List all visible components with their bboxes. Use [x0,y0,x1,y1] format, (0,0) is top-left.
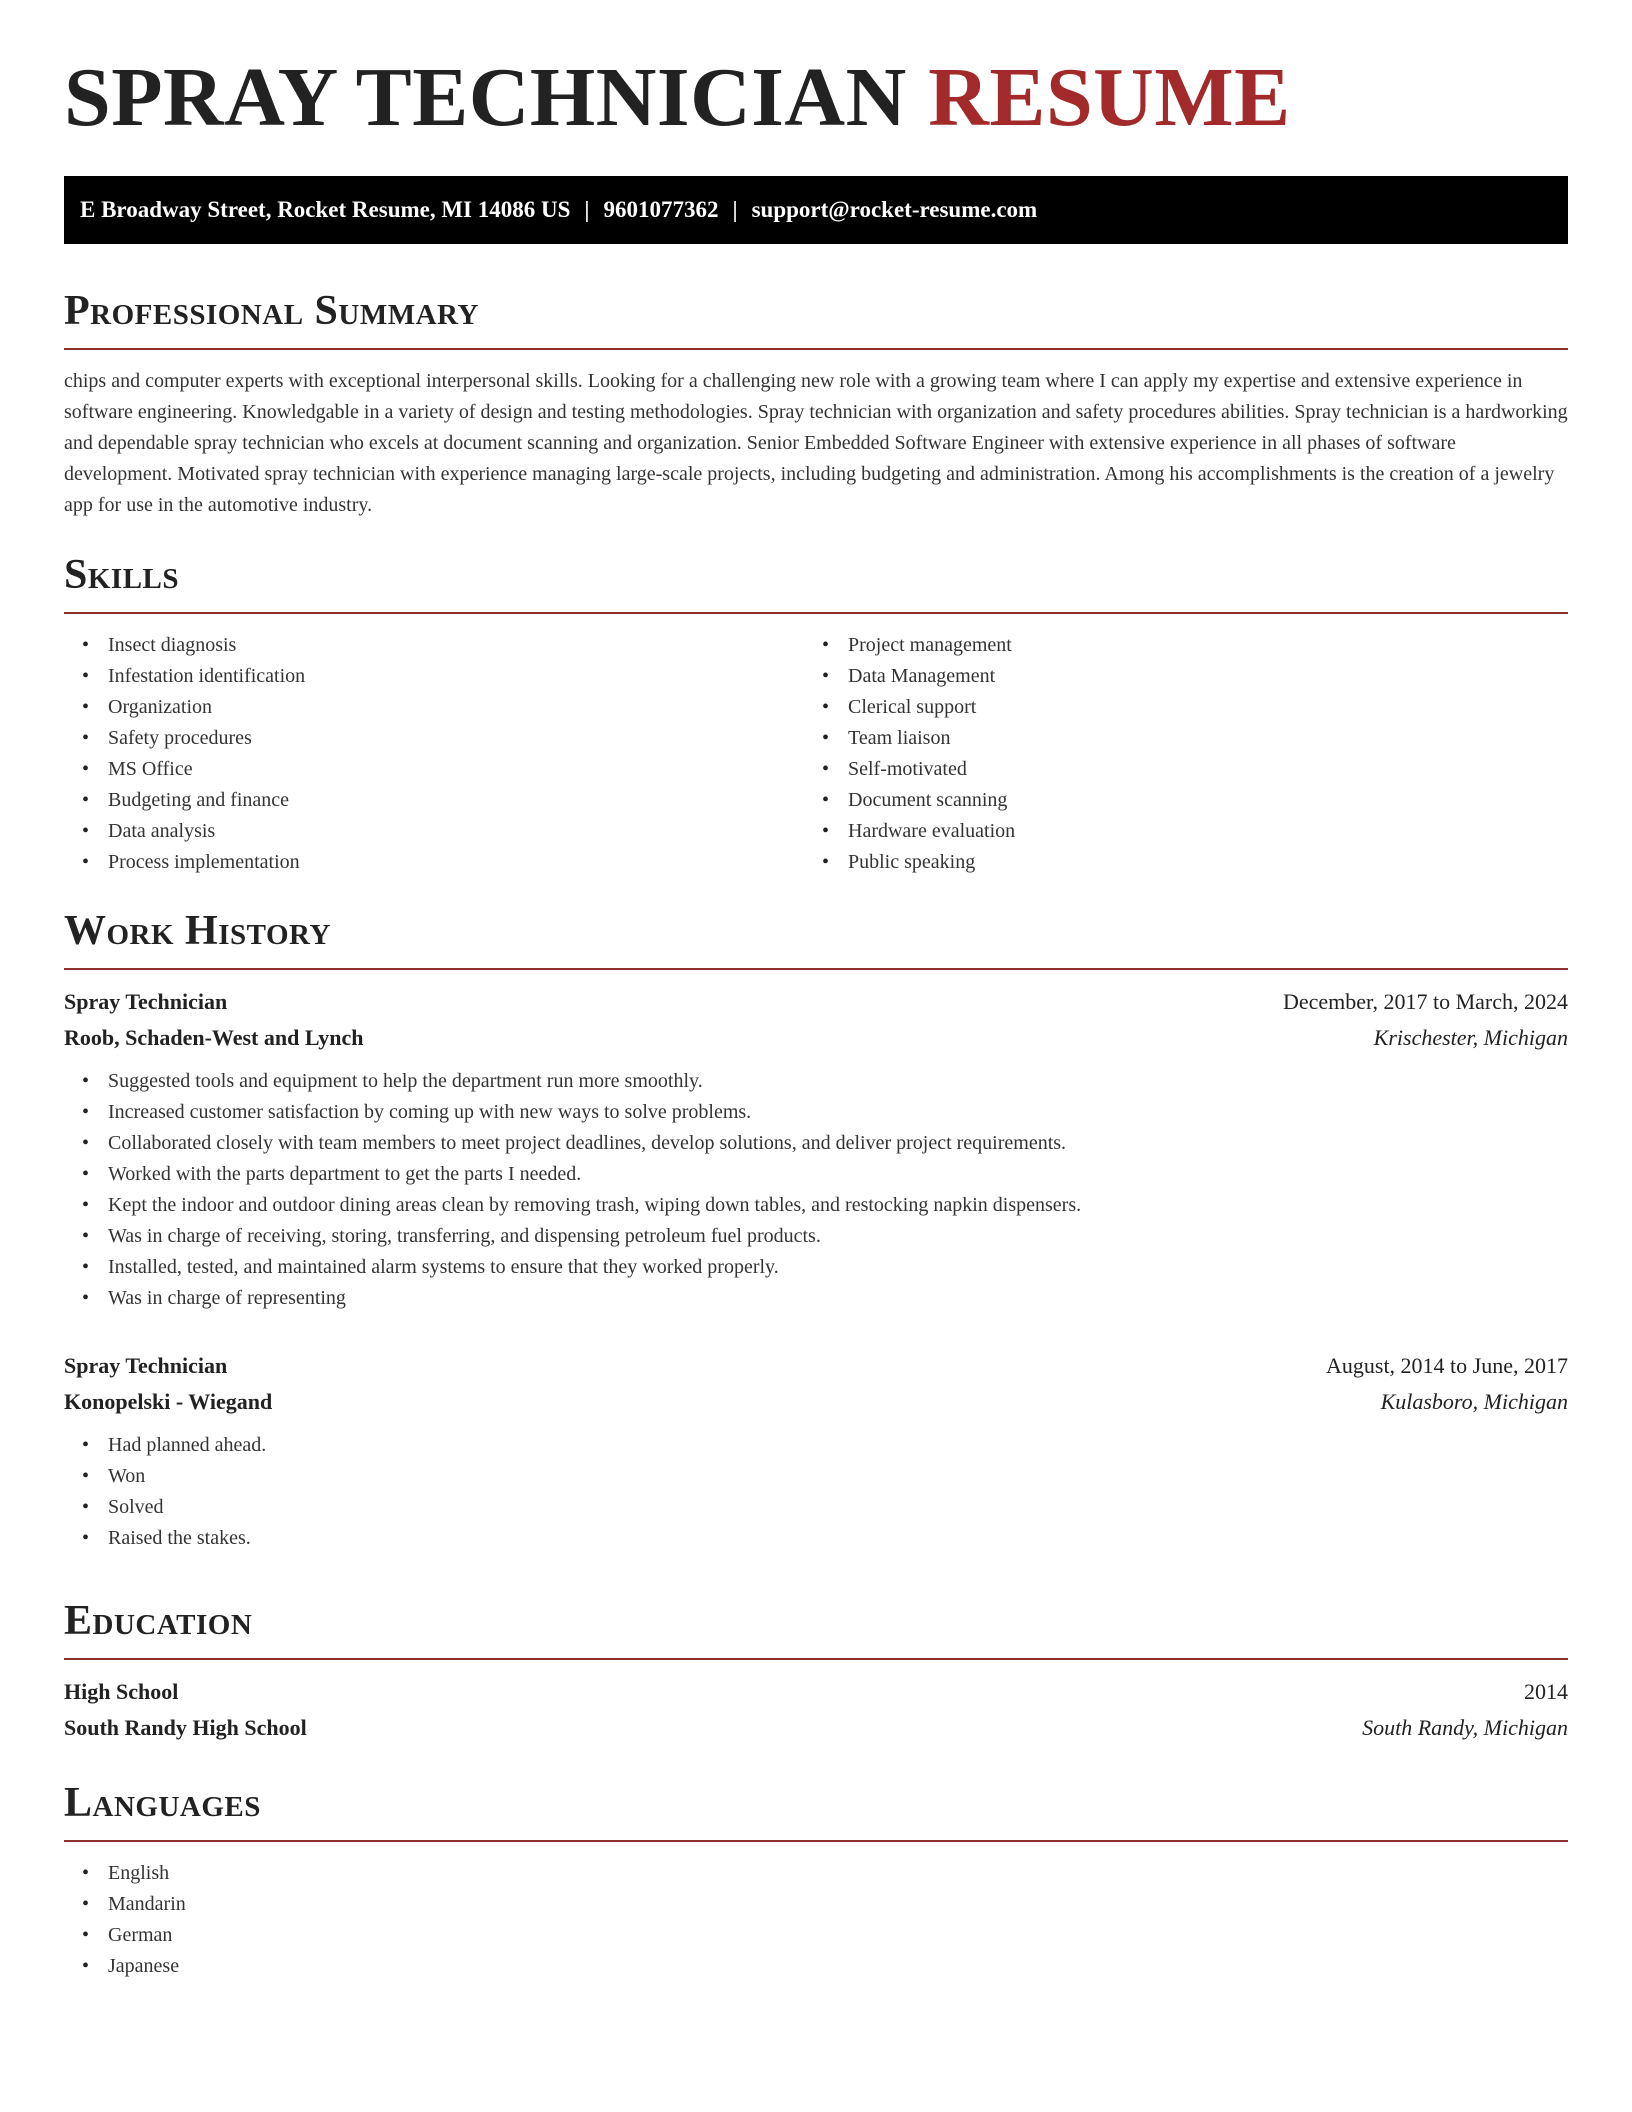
job-duty: • Collaborated closely with team members to meet project deadlines, develop solutions, and deliver project requirements. [64,1128,1568,1159]
job-company-row [64,1020,1568,1056]
job-title: Spray Technician [64,989,228,1014]
job-company: Roob, Schaden-West and Lynch [64,1025,364,1050]
skill-item: • Hardware evaluation [804,816,1544,847]
skill-item: • Safety procedures [64,723,804,754]
skill-item: • Organization [64,692,804,723]
skill-item: • Self-motivated [804,754,1544,785]
languages-section [64,1782,1568,1982]
education-degree: High School [64,1679,179,1704]
education-year: 2014 [1524,1679,1568,1704]
summary-text: chips and computer experts with exceptional interpersonal skills. Looking for a challenging new role with a growing team where I can apply my expertise and extensive experience in software engineering. Knowledgable in a variety of design and testing methodologies. Spray technician with organization and safety procedures abilities. Spray technician is a hardworking and dependable spray technician who excels at document scanning and organization. Senior Embedded Software Engineer with extensive experience in all phases of software development. Motivated spray technician with experience managing large-scale projects, including budgeting and administration. Among his accomplishments is the creation of a jewelry app for use in the automotive industry. [64,370,1568,516]
education-header-row [64,1674,1568,1710]
skill-item: • Document scanning [804,785,1544,816]
section-heading: Skills [64,552,180,598]
contact-phone: 9601077362 [603,197,719,222]
job-duty: • Raised the stakes. [64,1523,1568,1554]
job-entry [64,1348,1568,1554]
job-duty: • Installed, tested, and maintained alarm systems to ensure that they worked properly. [64,1252,1568,1283]
section-divider [64,1840,1568,1842]
skill-item: • Team liaison [804,723,1544,754]
contact-separator: | [584,197,590,222]
job-header-row [64,984,1568,1020]
work-history-section [64,910,1568,1554]
section-heading: Education [64,1598,253,1644]
job-dates: August, 2014 to June, 2017 [1326,1353,1568,1378]
skill-item: • Budgeting and finance [64,785,804,816]
section-divider [64,1658,1568,1660]
skills-column-left [64,630,804,878]
job-duties-list [64,1066,1568,1314]
language-item: • Japanese [64,1951,1568,1982]
summary-section [64,290,1568,521]
skill-item: • Insect diagnosis [64,630,804,661]
skills-columns [64,630,1568,878]
language-item: • English [64,1858,1568,1889]
section-divider [64,968,1568,970]
contact-email[interactable]: support@rocket-resume.com [751,197,1038,222]
languages-list [64,1858,1568,1982]
title-main: SPRAY TECHNICIAN [64,51,907,144]
contact-bar [64,176,1568,244]
job-company: Konopelski - Wiegand [64,1389,273,1414]
job-entry [64,984,1568,1314]
title-accent: RESUME [928,51,1291,144]
resume-title [64,51,1291,144]
language-item: • Mandarin [64,1889,1568,1920]
job-duty: • Suggested tools and equipment to help the department run more smoothly. [64,1066,1568,1097]
section-heading: Languages [64,1780,261,1826]
skills-section [64,554,1568,878]
skills-list-left [64,630,804,878]
contact-separator: | [732,197,738,222]
job-duty: • Kept the indoor and outdoor dining areas clean by removing trash, wiping down tables, and restocking napkin dispensers. [64,1190,1568,1221]
job-duty: • Was in charge of representing [64,1283,1568,1314]
education-section [64,1600,1568,1746]
skill-item: • MS Office [64,754,804,785]
job-location: Kulasboro, Michigan [1380,1389,1568,1414]
skill-item: • Project management [804,630,1544,661]
job-company-row [64,1384,1568,1420]
skills-column-right [804,630,1544,878]
section-heading: Professional Summary [64,288,479,334]
education-location: South Randy, Michigan [1362,1715,1568,1740]
skill-item: • Data Management [804,661,1544,692]
skill-item: • Data analysis [64,816,804,847]
language-item: • German [64,1920,1568,1951]
skill-item: • Public speaking [804,847,1544,878]
education-school: South Randy High School [64,1715,307,1740]
skills-list-right [804,630,1544,878]
job-duty: • Had planned ahead. [64,1430,1568,1461]
section-divider [64,348,1568,350]
job-title: Spray Technician [64,1353,228,1378]
section-divider [64,612,1568,614]
job-duty: • Was in charge of receiving, storing, transferring, and dispensing petroleum fuel products. [64,1221,1568,1252]
job-duty: • Won [64,1461,1568,1492]
job-location: Krischester, Michigan [1373,1025,1568,1050]
job-header-row [64,1348,1568,1384]
job-duties-list [64,1430,1568,1554]
job-dates: December, 2017 to March, 2024 [1282,989,1568,1014]
skill-item: • Clerical support [804,692,1544,723]
job-duty: • Solved [64,1492,1568,1523]
skill-item: • Infestation identification [64,661,804,692]
section-heading: Work History [64,908,331,954]
contact-address: E Broadway Street, Rocket Resume, MI 14086 US [80,197,571,222]
education-school-row [64,1710,1568,1746]
job-duty: • Increased customer satisfaction by coming up with new ways to solve problems. [64,1097,1568,1128]
education-entry [64,1674,1568,1746]
skill-item: • Process implementation [64,847,804,878]
job-duty: • Worked with the parts department to get the parts I needed. [64,1159,1568,1190]
